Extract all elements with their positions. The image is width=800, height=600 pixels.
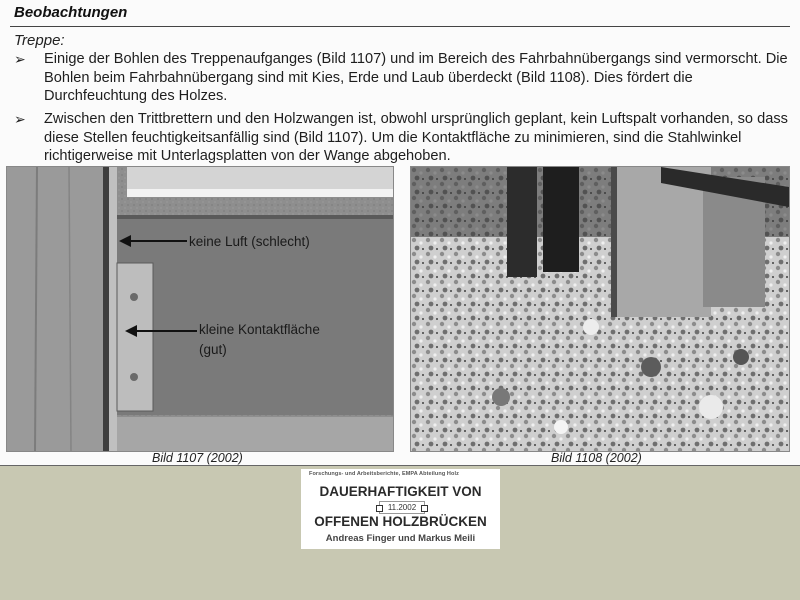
caption-bild-1108: Bild 1108 (2002) bbox=[551, 451, 642, 465]
photo-label-small-contact: kleine Kontaktfläche bbox=[199, 322, 320, 337]
cover-series: Forschungs- und Arbeitsberichte, EMPA Abteilung Holz bbox=[309, 471, 459, 477]
cover-authors: Andreas Finger und Markus Meili bbox=[325, 533, 476, 544]
bullet-arrow-icon: ➢ bbox=[14, 51, 26, 67]
resize-handle-right-icon bbox=[421, 505, 428, 512]
report-cover bbox=[301, 469, 500, 549]
photo-bild-1107 bbox=[6, 166, 394, 452]
heading-rule bbox=[10, 26, 790, 27]
cover-title-line2: OFFENEN HOLZBRÜCKEN bbox=[314, 514, 487, 529]
resize-handle-left-icon bbox=[376, 505, 383, 512]
section-heading: Beobachtungen bbox=[14, 4, 128, 21]
caption-bild-1107: Bild 1107 (2002) bbox=[152, 451, 243, 465]
bullet-text: Einige der Bohlen des Treppenaufganges (Bild 1107) und im Bereich des Fahrbahnübergangs sind vermorscht. Die Bohlen beim Fahrbahnübergang sind mit Kies, Erde und Laub überdeckt (Bild 1108). Dies fördert die Durchfeuchtung des Holzes. bbox=[44, 51, 788, 104]
photo-label-good: (gut) bbox=[199, 342, 227, 357]
photo-label-no-air: keine Luft (schlecht) bbox=[189, 234, 310, 249]
bullet-text: Zwischen den Trittbrettern und den Holzwangen ist, obwohl ursprünglich geplant, kein Luftspalt vorhanden, so dass diese Stellen feuchtigkeitsanfällig sind (Bild 1107). Um die Kontaktfläche zu minimieren, sind die Stahlwinkel richtigerweise mit Unterlagsplatten von der Wange abgehoben. bbox=[44, 111, 788, 164]
photo-1107-illustration bbox=[7, 167, 393, 451]
cover-title-line1: DAUERHAFTIGKEIT VON bbox=[319, 484, 482, 499]
photo-1108-illustration bbox=[411, 167, 789, 451]
cover-date bbox=[379, 501, 425, 514]
photo-bild-1108 bbox=[410, 166, 790, 452]
subheading: Treppe: bbox=[14, 32, 65, 49]
bullet-arrow-icon: ➢ bbox=[14, 111, 26, 127]
cover-date-text: 11.2002 bbox=[387, 503, 417, 512]
